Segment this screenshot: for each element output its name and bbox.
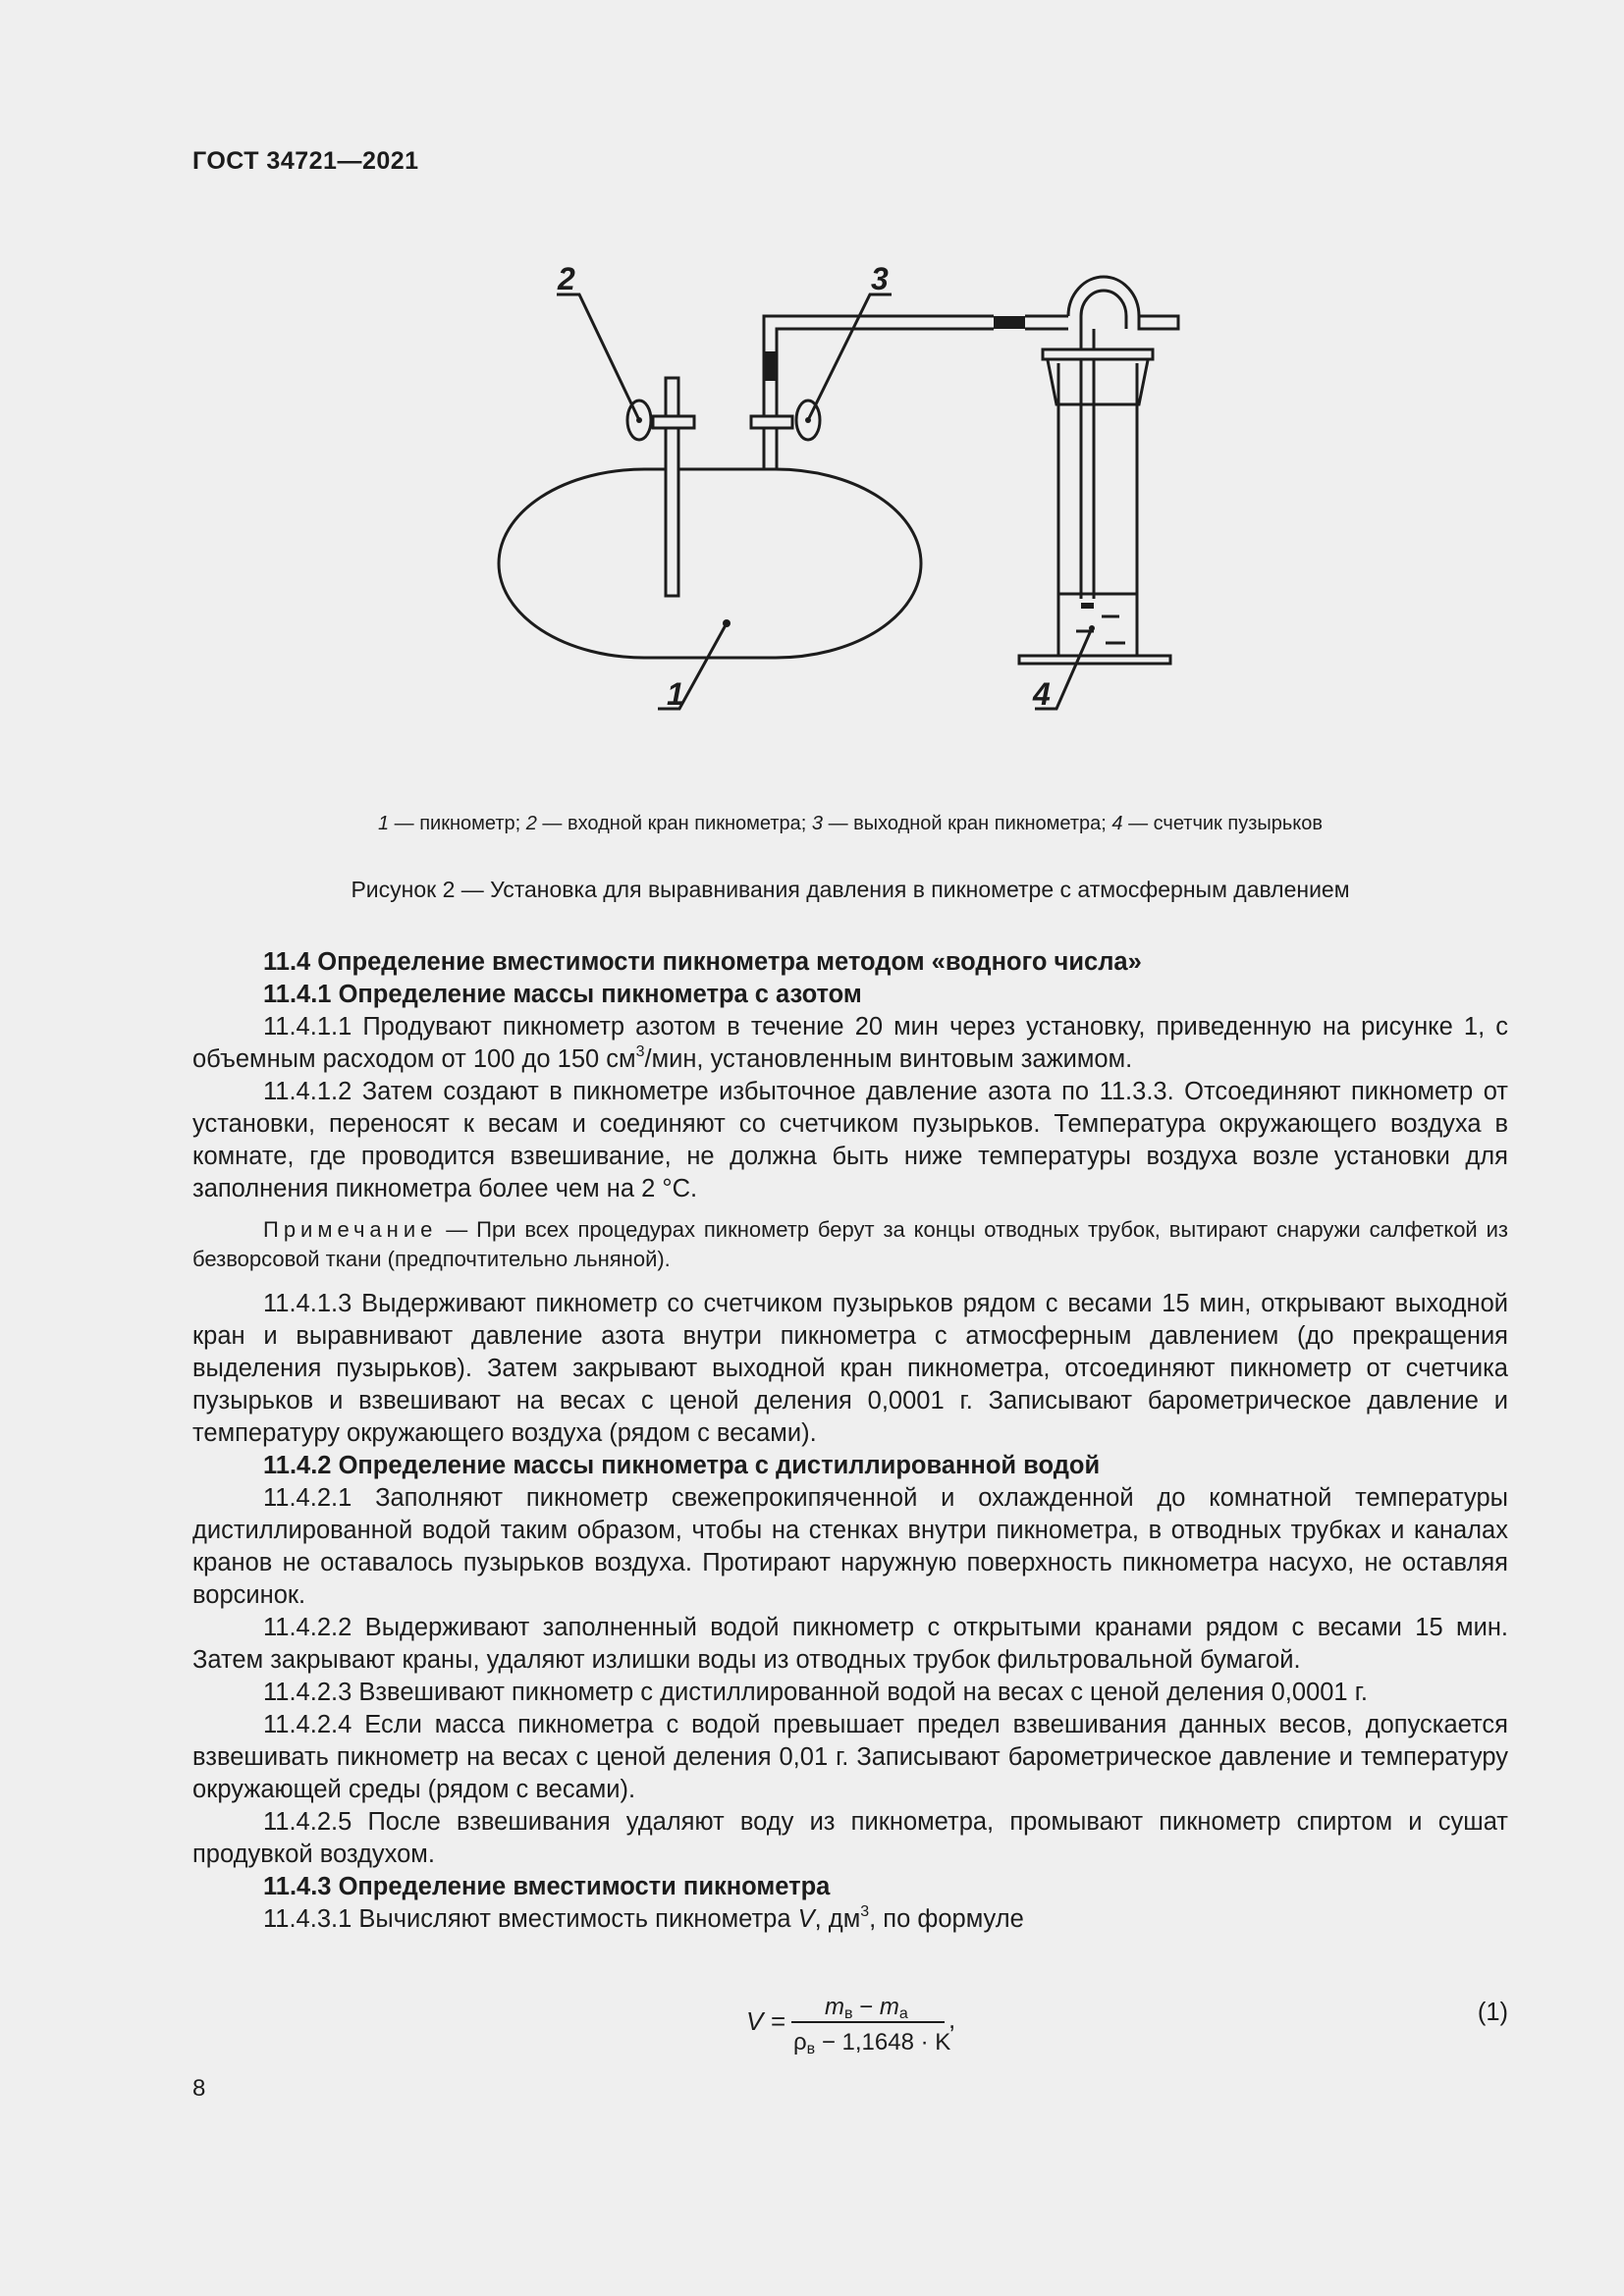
pycnometer-body [499,469,921,658]
formula-minus: − [852,1994,880,2020]
outlet-tap-body [751,416,792,428]
formula-1 [0,1985,1624,2063]
paragraph-11-4-1-1 [192,1011,1508,1076]
legend-text-2: — входной кран пикнометра; [536,813,812,834]
figure-label-1: 1 [667,676,684,712]
page-number: 8 [192,2075,206,2102]
bubble-counter-base [1019,656,1170,664]
formula-m2: m [879,1994,899,2020]
legend-num-4: 4 [1111,813,1123,834]
legend-text-4: — счетчик пузырьков [1122,813,1323,834]
paragraph-11-4-2-4: 11.4.2.4 Если масса пикнометра с водой превышает предел взвешивания данных весов, допускается взвешивать пикнометр на весах с ценой деления 0,01 г. Записывают барометрическое давление и температуру окружающей среды (рядом с весами). [192,1711,1508,1803]
inlet-tube [666,378,678,596]
bubble-counter-bend [1068,277,1178,329]
paragraph-11-4-1-2: 11.4.1.2 Затем создают в пикнометре избыточное давление азота по 11.3.3. Отсоединяют пикнометр от установки, переносят к весам и соединяют со счетчиком пузырьков. Температура окружающего воздуха в комнате, где проводится взвешивание, не должна быть ниже температуры воздуха возле установки для заполнения пикнометра более чем на 2 °C. [192,1078,1508,1202]
text-11-4-1-1a: 11.4.1.1 Продувают пикнометр азотом в течение 20 мин через установку, приведенную на рисунке 1, с объемным расходом от 100 до 150 см [192,1013,1508,1073]
bubble-counter-funnel [1047,355,1149,404]
note-text: — При всех процедурах пикнометр берут за концы отводных трубок, вытирают снаружи салфеткой из безворсовой ткани (предпочтительно льняной). [192,1217,1508,1271]
figure-legend [192,813,1508,835]
legend-num-2: 2 [525,813,537,834]
connector-1 [764,351,777,381]
apparatus-figure [0,0,1624,785]
paragraph-11-4-1-3: 11.4.1.3 Выдерживают пикнометр со счетчиком пузырьков рядом с весами 15 мин, открывают выходной кран и выравнивают давление азота внутри пикнометра с атмосферным давлением (до прекращения выделения пузырьков). Затем закрывают выходной кран пикнометра, отсоединяют пикнометр от счетчика пузырьков и взвешивают на весах с ценой деления 0,0001 г. Записывают барометрическое давление и температуру окружающего воздуха (рядом с весами). [192,1290,1508,1447]
paragraph-11-4-2-2: 11.4.2.2 Выдерживают заполненный водой пикнометр с открытыми кранами рядом с весами 15 мин. Затем закрывают краны, удаляют излишки воды из отводных трубок фильтровальной бумагой. [192,1614,1508,1674]
funnel-rim [1043,349,1153,359]
text-11-4-1-1b: /мин, установленным винтовым зажимом. [644,1045,1133,1073]
formula-numerator [825,1994,908,2022]
counter-inlet-tube [1025,316,1068,329]
paragraph-11-4-2-3: 11.4.2.3 Взвешивают пикнометр с дистиллированной водой на весах с ценой деления 0,0001 г. [263,1679,1368,1706]
heading-11-4-3: 11.4.3 Определение вместимости пикнометра [263,1873,831,1900]
tube-tip [1081,603,1094,609]
leader-2 [557,294,639,420]
formula-denominator-rest: − 1,1648 · K [815,2029,951,2056]
text-11-4-3-1b: , дм [814,1905,861,1933]
outlet-knob-dot [805,417,811,423]
heading-11-4: 11.4 Определение вместимости пикнометра методом «водного числа» [263,948,1142,976]
counter-dot [1089,625,1095,631]
figure-caption: Рисунок 2 — Установка для выравнивания давления в пикнометре с атмосферным давлением [351,877,1350,902]
inlet-tap-body [653,416,694,428]
legend-text-3: — выходной кран пикнометра; [823,813,1112,834]
formula-denominator [793,2029,950,2057]
legend-num-1: 1 [377,813,390,834]
heading-11-4-2: 11.4.2 Определение массы пикнометра с дистиллированной водой [263,1452,1101,1479]
formula-m2-sub: a [898,2005,908,2022]
note [192,1215,1508,1274]
text-11-4-3-1a: 11.4.3.1 Вычисляют вместимость пикнометра [263,1905,798,1933]
bubble-counter-cylinder [1058,363,1137,656]
formula-rho-sub: в [806,2041,816,2057]
figure-label-3: 3 [871,261,889,296]
superscript: 3 [635,1042,645,1060]
superscript: 3 [860,1902,870,1920]
connector-2 [994,316,1025,329]
paragraph-11-4-3-1 [192,1903,1508,1936]
flask-dot [723,619,731,627]
figure-label-2: 2 [558,261,575,296]
formula-number: (1) [1477,1999,1508,2026]
variable-v: V [797,1905,815,1933]
document-body [192,946,1508,1936]
legend-num-3: 3 [811,813,824,834]
note-label: Примечание [263,1217,438,1242]
legend-text-1: — пикнометр; [389,813,526,834]
text-11-4-3-1c: , по формуле [869,1905,1024,1933]
outlet-tube [764,316,994,469]
inlet-knob-dot [636,417,642,423]
figure-label-4: 4 [1033,676,1051,712]
document-code: ГОСТ 34721—2021 [192,147,419,175]
formula-trailing-comma: , [948,2004,956,2034]
formula-m1: m [825,1994,844,2020]
paragraph-11-4-2-1: 11.4.2.1 Заполняют пикнометр свежепрокипяченной и охлажденной до комнатной температуры дистиллированной водой таким образом, чтобы на стенках внутри пикнометра, в отводных трубках и каналах кранов не оставалось пузырьков воздуха. Протирают наружную поверхность пикнометра насухо, не оставляя ворсинок. [192,1484,1508,1609]
formula-rho: ρ [793,2029,807,2056]
formula-lhs: V = [746,2006,785,2036]
heading-11-4-1: 11.4.1 Определение массы пикнометра с азотом [263,981,862,1008]
formula-m1-sub: в [844,2005,853,2022]
paragraph-11-4-2-5: 11.4.2.5 После взвешивания удаляют воду из пикнометра, промывают пикнометр спиртом и сушат продувкой воздухом. [192,1808,1508,1868]
bubble-counter-inner-tube [1081,329,1094,599]
leader-3 [808,294,892,420]
